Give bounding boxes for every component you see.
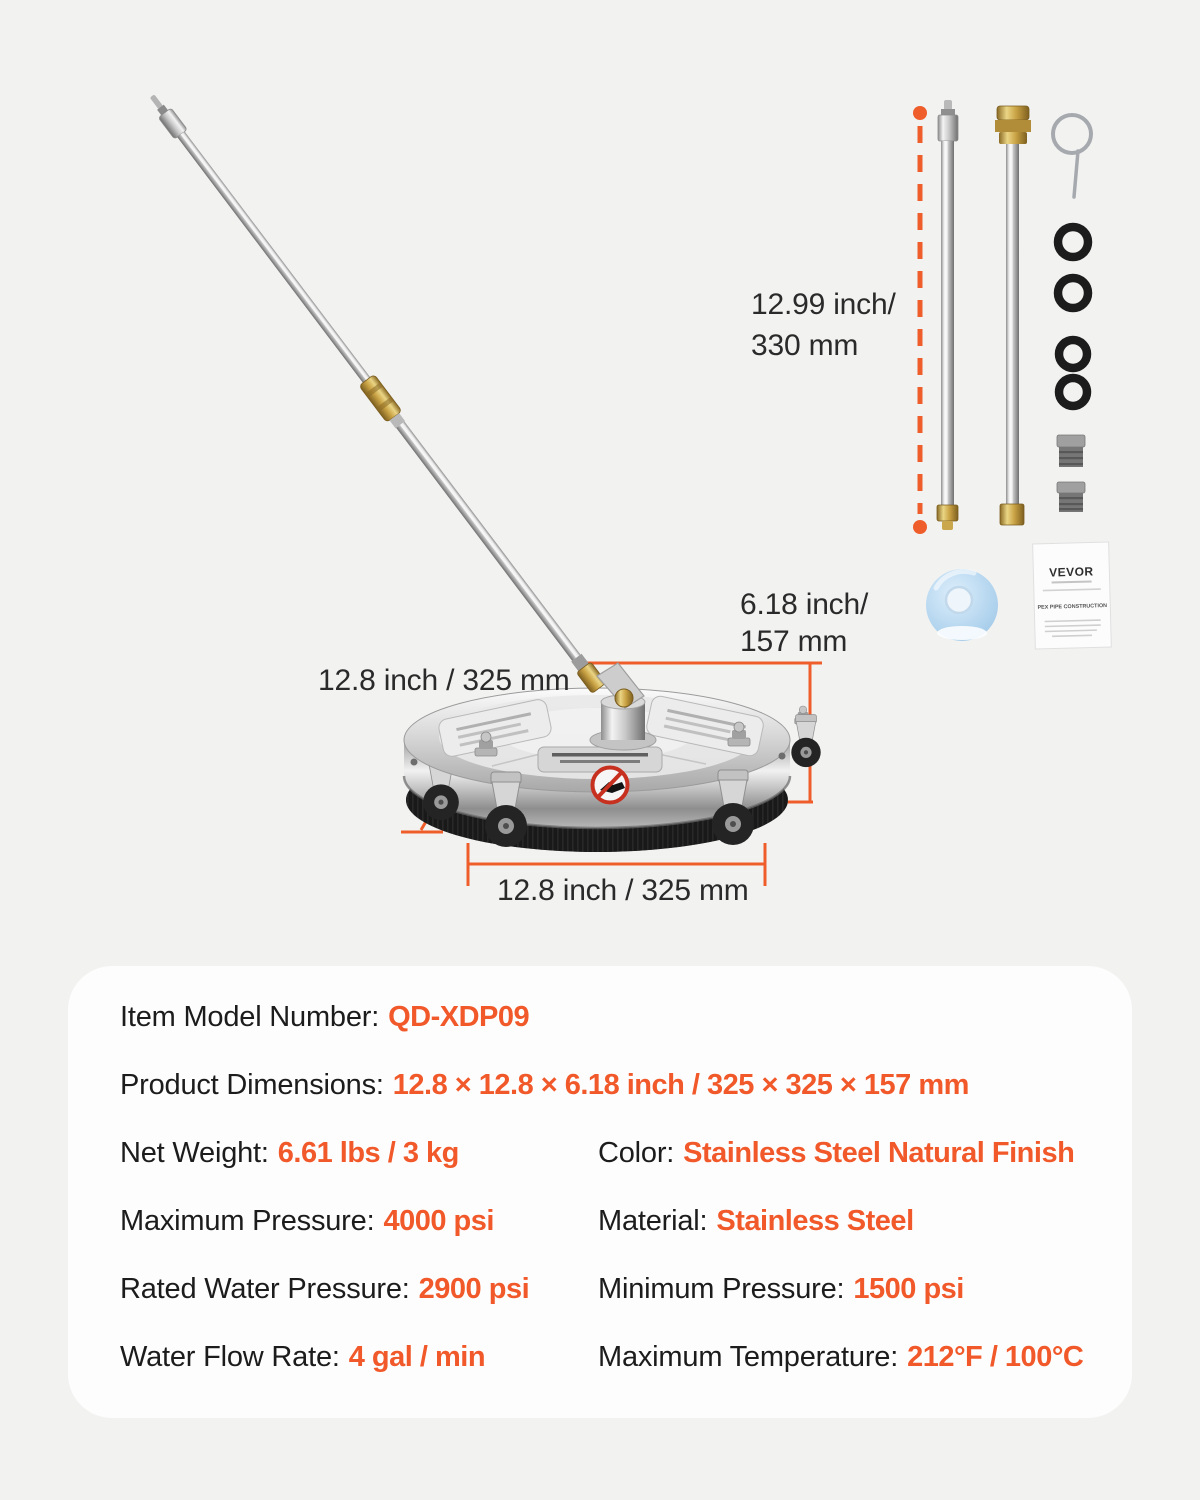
dimension-text: 157 mm: [740, 625, 848, 658]
surface-cleaner: [404, 688, 821, 852]
rod-length-dimension: [913, 106, 927, 534]
instruction-card: [1033, 542, 1112, 649]
spec-row-pressure-material: [120, 1187, 1102, 1255]
manual-title-text: PEX PIPE CONSTRUCTION: [1037, 603, 1108, 611]
spec-value: 4000 psi: [383, 1204, 494, 1237]
dimension-text: 330 mm: [751, 329, 859, 362]
dimension-label-bottom-width: [497, 874, 749, 908]
spec-label: Maximum Temperature:: [598, 1340, 899, 1373]
dimension-text: 12.8 inch / 325 mm: [318, 664, 570, 697]
nozzle-plug-2: [1057, 482, 1085, 512]
spec-row-flow-temperature: [120, 1323, 1102, 1391]
dimension-text: 12.99 inch/: [751, 288, 896, 321]
spec-card: [68, 966, 1132, 1418]
dimension-label-height: [740, 586, 868, 660]
manual-brand-text: VEVOR: [1048, 564, 1094, 580]
spec-label: Item Model Number:: [120, 1000, 380, 1033]
nozzle-plug-1: [1057, 435, 1085, 467]
extension-wand-1: [937, 100, 958, 530]
spec-row-weight-color: [120, 1119, 1102, 1187]
extension-wand-2: [995, 106, 1031, 525]
spec-value: 2900 psi: [418, 1272, 530, 1305]
telescoping-wand: [144, 90, 606, 693]
spec-row-model: [120, 983, 1102, 1051]
prohibition-sticker: [593, 768, 628, 803]
spec-label: Product Dimensions:: [120, 1068, 384, 1101]
spec-value: Stainless Steel: [716, 1204, 914, 1237]
spec-value: 4 gal / min: [348, 1340, 486, 1373]
spec-row-rated-minimum: [120, 1255, 1102, 1323]
dimension-label-diagonal-width: [318, 664, 570, 698]
spec-value: 6.61 lbs / 3 kg: [277, 1136, 459, 1169]
spec-label: Rated Water Pressure:: [120, 1272, 410, 1305]
spec-label: Minimum Pressure:: [598, 1272, 845, 1305]
spec-value: 212°F / 100°C: [907, 1340, 1084, 1373]
spec-label: Net Weight:: [120, 1136, 269, 1169]
spec-value: Stainless Steel Natural Finish: [683, 1136, 1075, 1169]
spec-row-dimensions: [120, 1051, 1102, 1119]
spec-label: Maximum Pressure:: [120, 1204, 375, 1237]
pull-pin: [1053, 115, 1091, 197]
front-label: [538, 747, 662, 772]
spec-value: 12.8 × 12.8 × 6.18 inch / 325 × 325 × 157 mm: [392, 1068, 969, 1101]
spec-label: Material:: [598, 1204, 708, 1237]
spec-label: Water Flow Rate:: [120, 1340, 340, 1373]
o-rings: [1058, 227, 1088, 406]
dimension-text: 12.8 inch / 325 mm: [497, 874, 749, 907]
thread-seal-tape: [926, 569, 998, 641]
dimension-text: 6.18 inch/: [740, 588, 869, 621]
spec-value: 1500 psi: [853, 1272, 964, 1305]
dimension-label-extension-rods: [751, 284, 896, 366]
spec-label: Color:: [598, 1136, 675, 1169]
spec-value: QD-XDP09: [388, 1000, 530, 1033]
